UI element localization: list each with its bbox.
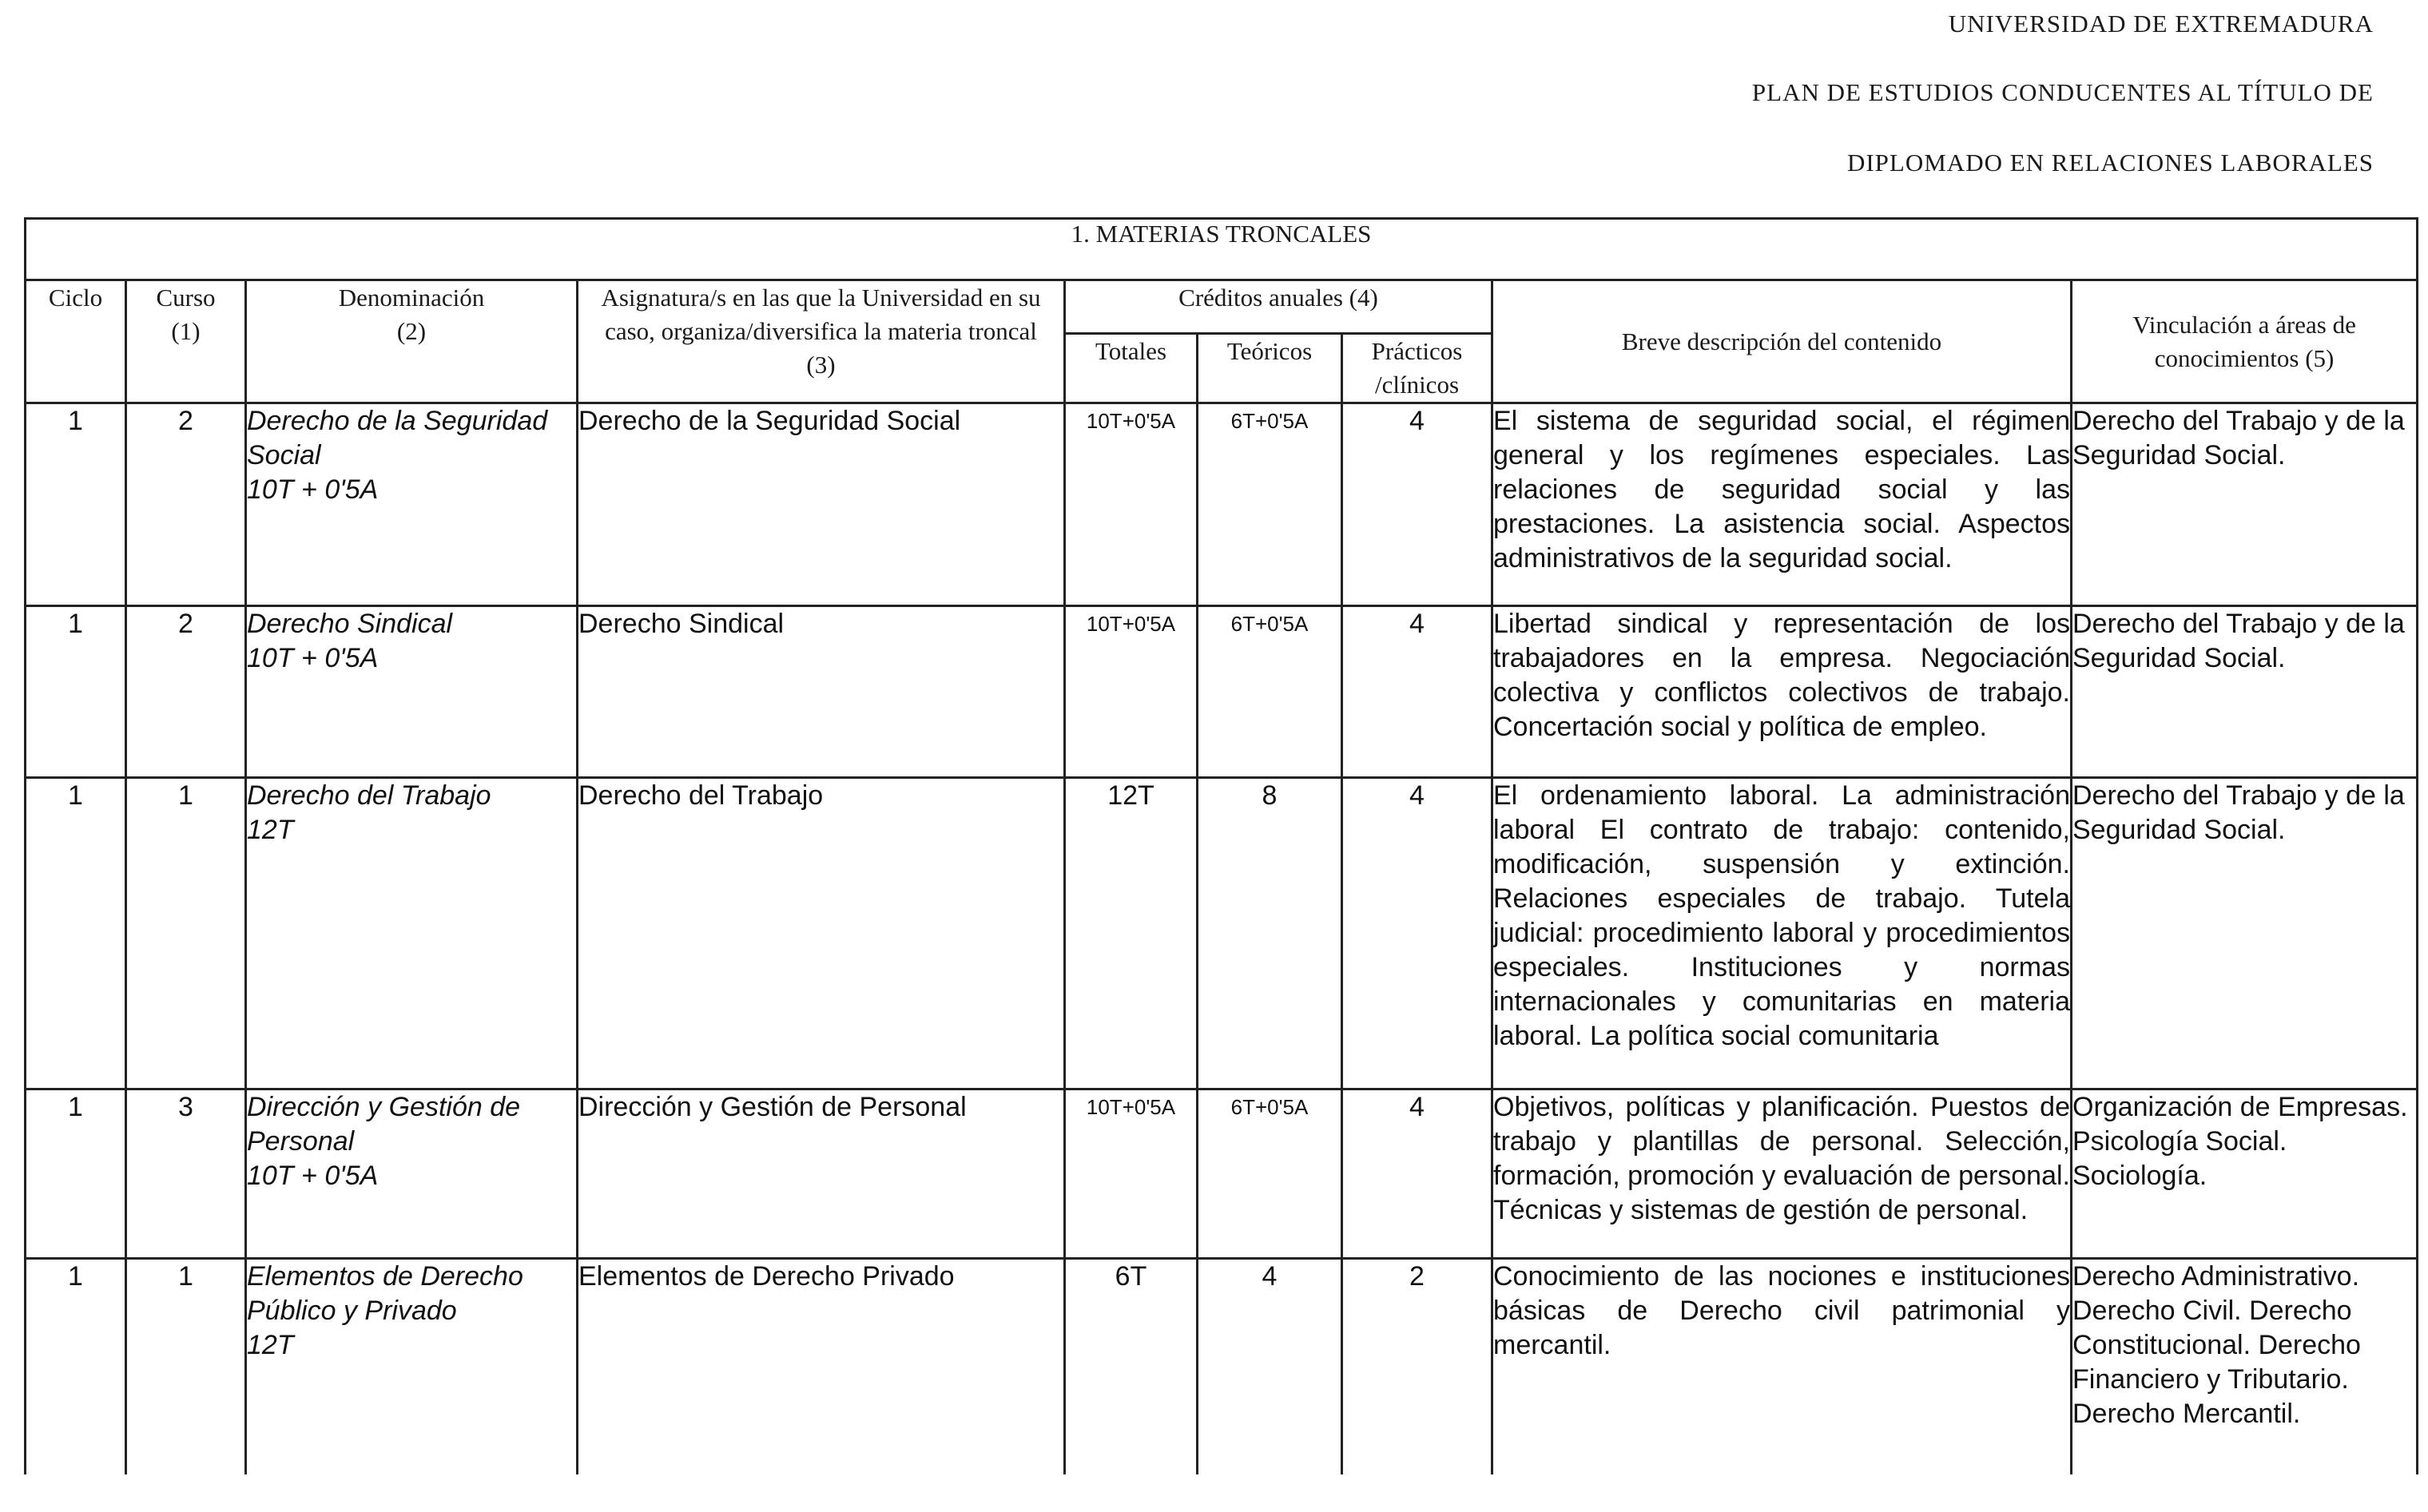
cell-curso: 3 bbox=[126, 1089, 246, 1259]
table-row bbox=[26, 1259, 2418, 1474]
cell-asignatura: Dirección y Gestión de Personal bbox=[578, 1089, 1065, 1259]
plan-title: PLAN DE ESTUDIOS CONDUCENTES AL TÍTULO DE bbox=[1751, 78, 2374, 106]
cell-asignatura: Elementos de Derecho Privado bbox=[578, 1259, 1065, 1474]
table-row bbox=[26, 778, 2418, 1089]
header-totales: Totales bbox=[1065, 334, 1198, 403]
cell-practicos: 4 bbox=[1342, 403, 1492, 606]
cell-vinculacion: Derecho del Trabajo y de la Seguridad Social. bbox=[2072, 778, 2418, 1089]
cell-ciclo: 1 bbox=[26, 606, 126, 778]
cell-teoricos: 4 bbox=[1198, 1259, 1342, 1474]
table-row bbox=[26, 1089, 2418, 1259]
cell-practicos: 4 bbox=[1342, 778, 1492, 1089]
cell-totales: 12T bbox=[1065, 778, 1198, 1089]
degree-title: DIPLOMADO EN RELACIONES LABORALES bbox=[1846, 149, 2374, 177]
cell-totales: 6T bbox=[1065, 1259, 1198, 1474]
cell-totales: 10T+0'5A bbox=[1065, 1089, 1198, 1259]
cell-curso: 2 bbox=[126, 606, 246, 778]
header-asignatura: Asignatura/s en las que la Universidad en su caso, organiza/diversifica la materia troncal (3) bbox=[578, 280, 1065, 403]
cell-descripcion: El ordenamiento laboral. La administración laboral El contrato de trabajo: contenido, modificación, suspensión y extinción. Relaciones especiales de trabajo. Tutela judicial: procedimiento laboral y procedimientos especiales. Instituciones y normas internacionales y comunitarias en materia laboral. La política social comunitaria bbox=[1492, 778, 2072, 1089]
header-curso: Curso (1) bbox=[126, 280, 246, 403]
cell-denominacion: Derecho Sindical 10T + 0'5A bbox=[246, 606, 578, 778]
cell-practicos: 4 bbox=[1342, 1089, 1492, 1259]
cell-curso: 1 bbox=[126, 778, 246, 1089]
materias-troncales-table bbox=[24, 217, 2418, 1474]
header-creditos: Créditos anuales (4) bbox=[1065, 280, 1492, 334]
cell-totales: 10T+0'5A bbox=[1065, 403, 1198, 606]
cell-ciclo: 1 bbox=[26, 778, 126, 1089]
cell-vinculacion: Derecho del Trabajo y de la Seguridad Social. bbox=[2072, 403, 2418, 606]
cell-teoricos: 8 bbox=[1198, 778, 1342, 1089]
cell-asignatura: Derecho del Trabajo bbox=[578, 778, 1065, 1089]
cell-practicos: 2 bbox=[1342, 1259, 1492, 1474]
table-title: 1. MATERIAS TRONCALES bbox=[26, 219, 2418, 280]
cell-asignatura: Derecho de la Seguridad Social bbox=[578, 403, 1065, 606]
cell-teoricos: 6T+0'5A bbox=[1198, 1089, 1342, 1259]
cell-vinculacion: Derecho Administrativo. Derecho Civil. Derecho Constitucional. Derecho Financiero y Tributario. Derecho Mercantil. bbox=[2072, 1259, 2418, 1474]
cell-teoricos: 6T+0'5A bbox=[1198, 606, 1342, 778]
cell-ciclo: 1 bbox=[26, 1089, 126, 1259]
header-descripcion: Breve descripción del contenido bbox=[1492, 280, 2072, 403]
cell-ciclo: 1 bbox=[26, 1259, 126, 1474]
table-row bbox=[26, 403, 2418, 606]
cell-ciclo: 1 bbox=[26, 403, 126, 606]
cell-descripcion: Libertad sindical y representación de los trabajadores en la empresa. Negociación colectiva y conflictos colectivos de trabajo. Concertación social y política de empleo. bbox=[1492, 606, 2072, 778]
header-practicos: Prácticos /clínicos bbox=[1342, 334, 1492, 403]
cell-denominacion: Dirección y Gestión de Personal 10T + 0'5A bbox=[246, 1089, 578, 1259]
header-ciclo: Ciclo bbox=[26, 280, 126, 403]
cell-denominacion: Derecho de la Seguridad Social 10T + 0'5A bbox=[246, 403, 578, 606]
cell-asignatura: Derecho Sindical bbox=[578, 606, 1065, 778]
cell-descripcion: Objetivos, políticas y planificación. Puestos de trabajo y plantillas de personal. Selección, formación, promoción y evaluación de personal. Técnicas y sistemas de gestión de personal. bbox=[1492, 1089, 2072, 1259]
table-row bbox=[26, 606, 2418, 778]
cell-teoricos: 6T+0'5A bbox=[1198, 403, 1342, 606]
header-denominacion: Denominación (2) bbox=[246, 280, 578, 403]
cell-vinculacion: Organización de Empresas. Psicología Social. Sociología. bbox=[2072, 1089, 2418, 1259]
cell-descripcion: El sistema de seguridad social, el régimen general y los regímenes especiales. Las relaciones de seguridad social y las prestaciones. La asistencia social. Aspectos administrativos de la seguridad social. bbox=[1492, 403, 2072, 606]
cell-denominacion: Derecho del Trabajo 12T bbox=[246, 778, 578, 1089]
cell-totales: 10T+0'5A bbox=[1065, 606, 1198, 778]
cell-descripcion: Conocimiento de las nociones e instituciones básicas de Derecho civil patrimonial y mercantil. bbox=[1492, 1259, 2072, 1474]
cell-curso: 2 bbox=[126, 403, 246, 606]
university-name: UNIVERSIDAD DE EXTREMADURA bbox=[1948, 10, 2374, 38]
cell-denominacion: Elementos de Derecho Público y Privado 12T bbox=[246, 1259, 578, 1474]
cell-vinculacion: Derecho del Trabajo y de la Seguridad Social. bbox=[2072, 606, 2418, 778]
header-vinculacion: Vinculación a áreas de conocimientos (5) bbox=[2072, 280, 2418, 403]
cell-practicos: 4 bbox=[1342, 606, 1492, 778]
header-teoricos: Teóricos bbox=[1198, 334, 1342, 403]
cell-curso: 1 bbox=[126, 1259, 246, 1474]
